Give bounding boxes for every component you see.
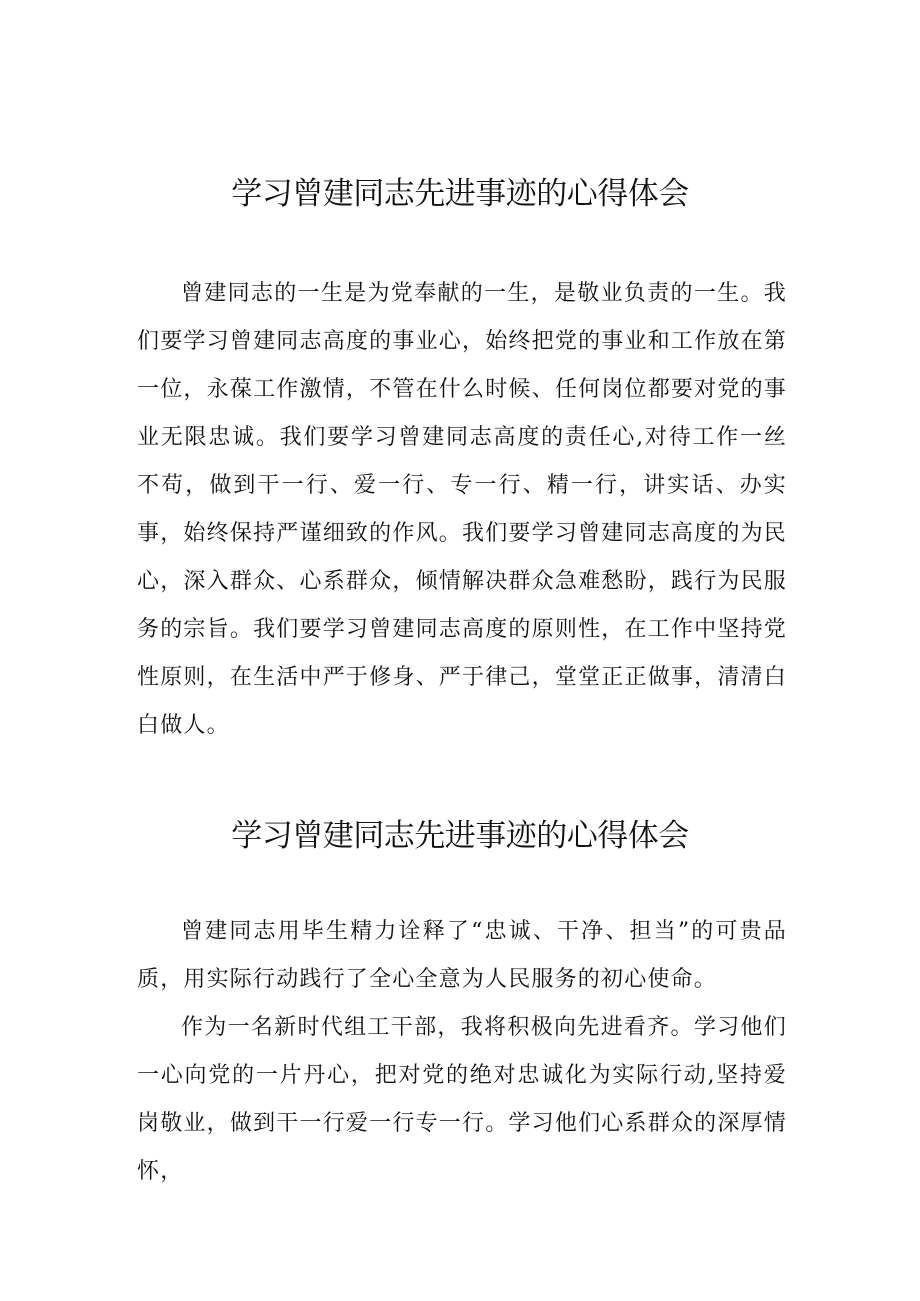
section-2-body	[137, 908, 787, 1196]
section-1-paragraph-1: 曾建同志的一生是为党奉献的一生，是敬业负责的一生。我们要学习曾建同志高度的事业心，始终把党的事业和工作放在第一位，永葆工作激情，不管在什么时候、任何岗位都要对党的事业无限忠诚。我们要学习曾建同志高度的责任心,对待工作一丝不苟，做到干一行、爱一行、专一行、精一行，讲实话、办实事，始终保持严谨细致的作风。我们要学习曾建同志高度的为民心，深入群众、心系群众，倾情解决群众急难愁盼，践行为民服务的宗旨。我们要学习曾建同志高度的原则性，在工作中坚持党性原则，在生活中严于修身、严于律己，堂堂正正做事，清清白白做人。	[137, 281, 787, 738]
section-2-paragraph-2: 作为一名新时代组工干部，我将积极向先进看齐。学习他们一心向党的一片丹心，把对党的绝对忠诚化为实际行动,坚持爱岗敬业，做到干一行爱一行专一行。学习他们心系群众的深厚情怀，	[137, 1015, 787, 1184]
section-2-title: 学习曾建同志先进事迹的心得体会	[231, 818, 689, 854]
section-1-title: 学习曾建同志先进事迹的心得体会	[231, 176, 689, 212]
section-1-body	[137, 270, 787, 750]
section-2-paragraph-1: 曾建同志用毕生精力诠释了“忠诚、干净、担当”的可贵品质，用实际行动践行了全心全意为人民服务的初心使命。	[137, 919, 787, 992]
